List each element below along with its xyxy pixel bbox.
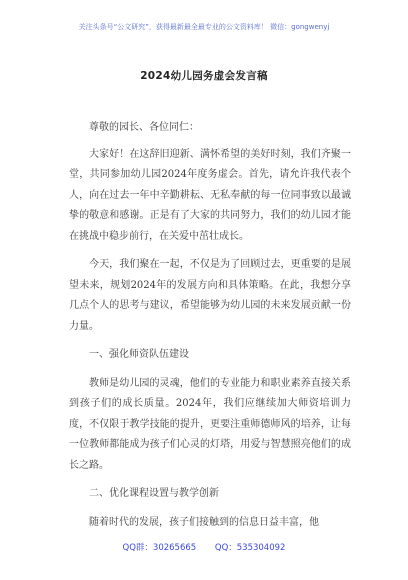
document-body: [69, 118, 351, 541]
section-text-curriculum: 随着时代的发展，孩子们接触到的信息日益丰富，他: [89, 516, 319, 528]
footer-contact: [0, 541, 408, 553]
section-heading-teachers: 一、强化师资队伍建设: [89, 349, 189, 360]
footer-qq-number: QQ：535304092: [214, 543, 286, 553]
footer-qq-group: QQ群：30265665: [122, 543, 197, 553]
paragraph-outlook: 今天，我们聚在一起，不仅是为了回顾过去，更重要的是展望未来，规划2024年的发展方向和具体策略。在此，我想分享几点个人的思考与建议，希望能够为幼儿园的未来发展贡献一份力量。: [69, 259, 351, 332]
greeting-line: 尊敬的园长、各位同仁：: [89, 122, 199, 133]
document-title: 2024幼儿园务虚会发言稿: [140, 70, 268, 82]
paragraph-opening: 大家好！在这辞旧迎新、满怀希望的美好时刻，我们齐聚一堂，共同参加幼儿园2024年度务虚会。首先，请允许我代表个人，向在过去一年中辛勤耕耘、无私奉献的每一位同事致以最诚挚的敬意和感谢。正是有了大家的共同努力，我们的幼儿园才能在挑战中稳步前行，在关爱中茁壮成长。: [69, 148, 351, 242]
header-promo-note: 关注头条号“公文研究”，获得最新最全最专业的公文资料库！ 微信：gongwenyj: [78, 23, 330, 31]
section-text-teachers: 教师是幼儿园的灵魂，他们的专业能力和职业素养直接关系到孩子们的成长质量。2024年，我们应继续加大师资培训力度，不仅限于教学技能的提升，更要注重师德师风的培养，让每一位教师都能成为孩子们心灵的灯塔，用爱与智慧照亮他们的成长之路。: [69, 377, 351, 471]
section-heading-curriculum: 二、优化课程设置与教学创新: [89, 488, 219, 499]
